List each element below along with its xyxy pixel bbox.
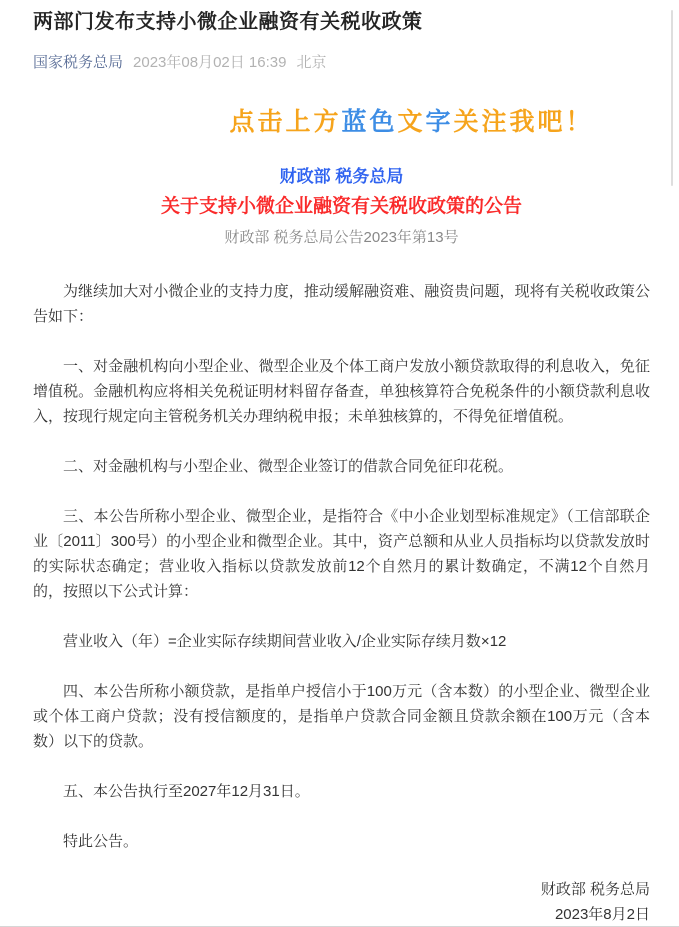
publish-location: 北京 bbox=[296, 54, 327, 71]
account-link[interactable]: 国家税务总局 bbox=[33, 54, 124, 71]
banner-segment: 文 bbox=[397, 108, 426, 136]
paragraph-item-3: 三、本公告所称小型企业、微型企业，是指符合《中小企业划型标准规定》（工信部联企业〔2011〕300号）的小型企业和微型企业。其中，资产总额和从业人员指标均以贷款发放时的实际状态确定；营业收入指标以贷款发放前12个自然月的累计数确定，不满12个自然月的，按照以下公式计算： bbox=[33, 508, 650, 600]
banner-segment: 蓝色 bbox=[341, 108, 398, 136]
scrollbar-thumb[interactable] bbox=[671, 10, 673, 186]
closing-line: 特此公告。 bbox=[63, 833, 139, 850]
article-meta bbox=[33, 53, 650, 73]
paragraph-item-1: 一、对金融机构向小型企业、微型企业及个体工商户发放小额贷款取得的利息收入，免征增值税。金融机构应将相关免税证明材料留存备查，单独核算符合免税条件的小额贷款利息收入，按现行规定向主管税务机关办理纳税申报；未单独核算的，不得免征增值税。 bbox=[33, 358, 650, 425]
follow-banner bbox=[103, 105, 679, 139]
announcement-body bbox=[33, 279, 650, 854]
announcement-title: 关于支持小微企业融资有关税收政策的公告 bbox=[160, 196, 522, 217]
announcement-doc-number: 财政部 税务总局公告2023年第13号 bbox=[224, 229, 459, 246]
signature-block bbox=[33, 877, 650, 927]
publish-datetime: 2023年08月02日 16:39 bbox=[133, 54, 287, 71]
banner-segment: 点击上方 bbox=[229, 108, 342, 136]
banner-segment: 关注我吧！ bbox=[453, 108, 594, 136]
signature-date: 2023年8月2日 bbox=[554, 906, 650, 923]
paragraph-item-5: 五、本公告执行至2027年12月31日。 bbox=[63, 783, 310, 800]
announcement-issuer: 财政部 税务总局 bbox=[279, 167, 404, 186]
signature-issuer: 财政部 税务总局 bbox=[540, 881, 650, 898]
paragraph-intro: 为继续加大对小微企业的支持力度，推动缓解融资难、融资贵问题，现将有关税收政策公告如下： bbox=[33, 283, 650, 325]
banner-segment: 字 bbox=[425, 108, 454, 136]
formula-line: 营业收入（年）=企业实际存续期间营业收入/企业实际存续月数×12 bbox=[63, 633, 507, 650]
page-title: 两部门发布支持小微企业融资有关税收政策 bbox=[33, 11, 423, 33]
paragraph-item-2: 二、对金融机构与小型企业、微型企业签订的借款合同免征印花税。 bbox=[63, 458, 514, 475]
announcement-header bbox=[33, 166, 650, 248]
paragraph-item-4: 四、本公告所称小额贷款，是指单户授信小于100万元（含本数）的小型企业、微型企业或个体工商户贷款；没有授信额度的，是指单户贷款合同金额且贷款余额在100万元（含本数）以下的贷款。 bbox=[33, 683, 650, 750]
